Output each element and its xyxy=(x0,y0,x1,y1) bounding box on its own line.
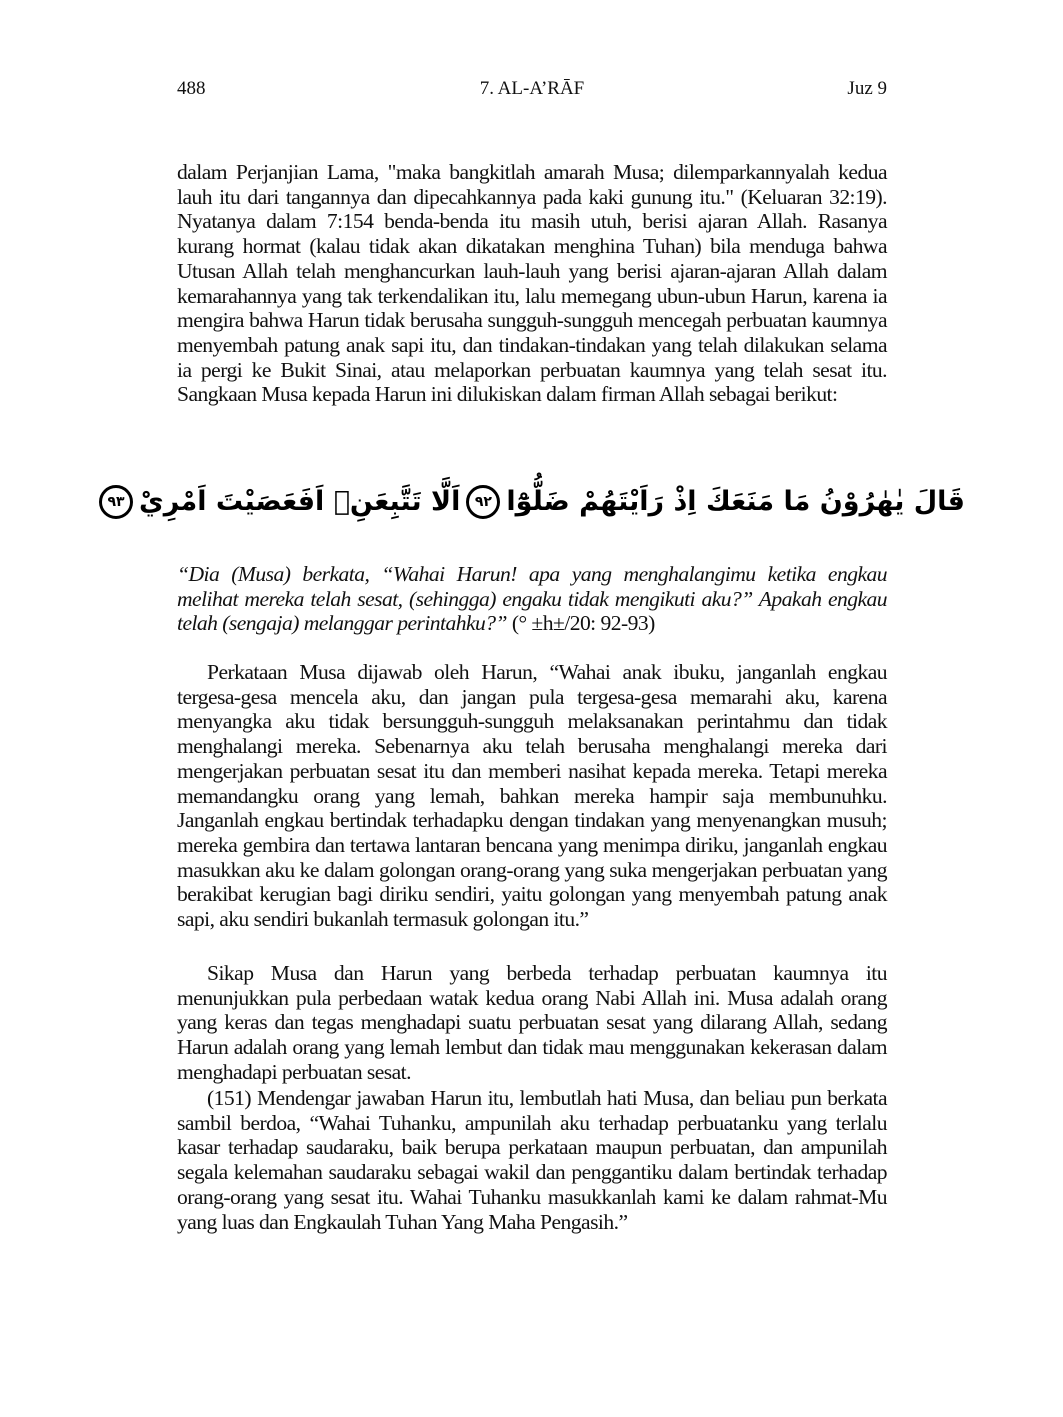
translation-text: “Dia (Musa) berkata, “Wahai Harun! apa yang menghalangimu ketika engkau melihat mereka telah sesat, (sehingga) engaku tidak mengikuti aku?” Apakah engkau telah (sengaja) melanggar perintahku?” xyxy=(177,562,887,636)
page-number: 488 xyxy=(177,78,206,99)
chapter-title: 7. AL-A’RĀF xyxy=(479,78,585,99)
paragraph-commentary-1: dalam Perjanjian Lama, "maka bangkitlah amarah Musa; dilemparkannyalah kedua lauh itu dari tangannya dan dipecahkannya pada kaki gunung itu." (Keluaran 32:19). Nyatanya dalam 7:154 benda-benda itu masih utuh, berisi ajaran Allah. Rasanya kurang hormat (kalau tidak akan dikatakan menghina Tuhan) bila menduga bahwa Utusan Allah telah menghancurkan lauh-lauh yang berisi ajaran-ajaran Allah dalam kemarahannya yang tak terkendalikan itu, lalu memegang ubun-ubun Harun, karena ia mengira bahwa Harun tidak berusaha sungguh-sungguh mencegah perbuatan kaumnya menyembah patung anak sapi itu, dan tindakan-tindakan yang telah dilakukan selama ia pergi ke Bukit Sinai, atau melaporkan perbuatan kaumnya yang telah sesat itu. Sangkaan Musa kepada Harun ini dilukiskan dalam firman Allah sebagai berikut: xyxy=(177,160,887,407)
arabic-verse xyxy=(99,477,965,527)
paragraph-harun-reply: Perkataan Musa dijawab oleh Harun, “Wahai anak ibuku, janganlah engkau tergesa-gesa mencela aku, dan jangan pula tergesa-gesa memarahi aku, karena menyangka aku tidak bersungguh-sungguh melaksanakan perintahmu dan tidak menghalangi mereka. Sebenarnya aku telah berusaha menghalangi mereka dari mengerjakan perbuatan sesat itu dan memberi nasihat kepada mereka. Tetapi mereka memandangku orang yang lemah, bahkan mereka hampir saja membunuhku. Janganlah engkau bertindak terhadapku dengan tindakan yang menyenangkan musuh; mereka gembira dan tertawa lantaran bencana yang menimpa diriku, janganlah engkau masukkan aku ke dalam golongan orang-orang yang suka mengerjakan perbuatan yang berakibat kerugian bagi diriku sendiri, yaitu golongan yang menyembah patung anak sapi, aku sendiri bukanlah termasuk golongan itu.” xyxy=(177,660,887,932)
verse-reference: (° ±h±/20: 92-93) xyxy=(506,611,655,636)
juz-label: Juz 9 xyxy=(847,78,887,99)
arabic-verse-segment-1: قَالَ يٰهٰرُوْنُ مَا مَنَعَكَ اِذْ رَاَيْتَهُمْ ضَلُّوْٓا xyxy=(506,486,965,517)
paragraph-character-contrast: Sikap Musa dan Harun yang berbeda terhadap perbuatan kaumnya itu menunjukkan pula perbedaan watak kedua orang Nabi Allah ini. Musa adalah orang yang keras dan tegas menghadapi suatu perbuatan sesat yang dilarang Allah, sedang Harun adalah orang yang lemah lembut dan tidak mau menggunakan kekerasan dalam menghadapi perbuatan sesat. xyxy=(177,961,887,1084)
ayah-number-93-icon: ٩٣ xyxy=(99,485,133,519)
verse-translation xyxy=(177,562,887,636)
ayah-number-92-icon: ٩٢ xyxy=(466,485,500,519)
arabic-verse-segment-2: اَلَّا تَتَّبِعَنِۗ اَفَعَصَيْتَ اَمْرِيْ xyxy=(139,486,461,517)
paragraph-verse-151: (151) Mendengar jawaban Harun itu, lembutlah hati Musa, dan beliau pun berkata sambil berdoa, “Wahai Tuhanku, ampunilah aku terhadap perbuatanku yang terlalu kasar terhadap saudaraku, baik berupa perkataan maupun perbuatan, dan ampunilah segala kelemahan saudaraku sebagai wakil dan penggantiku dalam bertindak terhadap orang-orang yang sesat itu. Wahai Tuhanku masukkanlah kami ke dalam rahmat-Mu yang luas dan Engkaulah Tuhan Yang Maha Pengasih.” xyxy=(177,1086,887,1234)
quran-verse-block xyxy=(107,472,965,532)
running-header xyxy=(177,76,887,102)
